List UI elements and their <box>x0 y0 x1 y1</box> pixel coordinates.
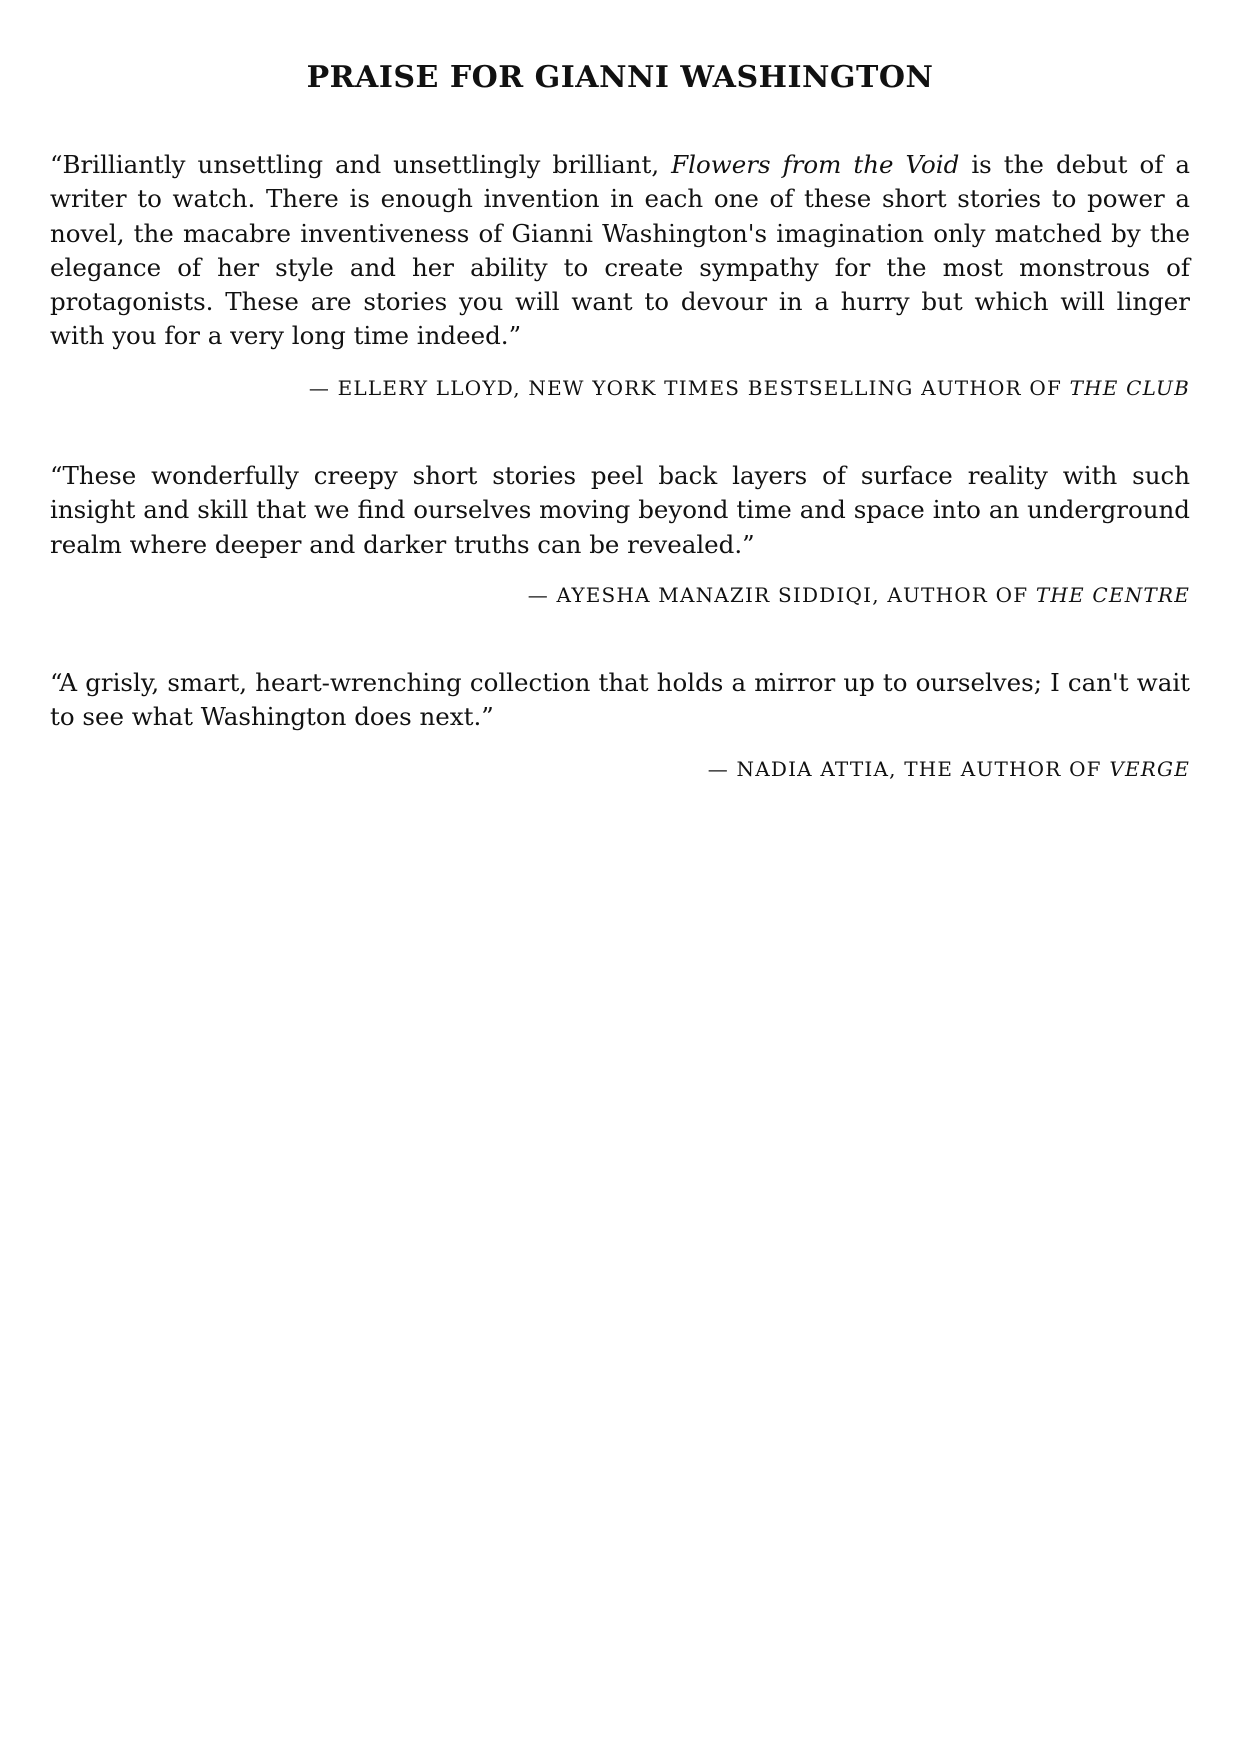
quote-text: “Brilliantly unsettling and unsettlingly brilliant, <box>50 150 672 179</box>
attribution-work: VERGE <box>1109 757 1190 781</box>
attribution-author: — AYESHA MANAZIR SIDDIQI, AUTHOR OF <box>527 583 1036 607</box>
book-title: Flowers from the Void <box>671 150 960 179</box>
testimonial-attribution-1 <box>50 374 1190 402</box>
testimonial-attribution-2 <box>50 581 1190 609</box>
attribution-work: THE CLUB <box>1069 376 1190 400</box>
testimonial-quote-2: “These wonderfully creepy short stories peel back layers of surface reality with such insight and skill that we find ourselves moving beyond time and space into an underground realm where deeper and darker truths can be revealed.” <box>50 461 1190 559</box>
page-title: PRAISE FOR GIANNI WASHINGTON <box>306 60 934 95</box>
testimonial-attribution-3 <box>50 755 1190 783</box>
praise-page <box>50 0 1190 1754</box>
testimonial-quote-1 <box>50 148 1190 354</box>
testimonial-quote-3: “A grisly, smart, heart-wrenching collection that holds a mirror up to ourselves; I can't wait to see what Washington does next.” <box>50 668 1190 732</box>
attribution-work: THE CENTRE <box>1035 583 1190 607</box>
quote-text: is the debut of a writer to watch. There is enough invention in each one of these short stories to power a novel, the macabre inventiveness of Gianni Washington's imagination only matched by the elegance of her style and her ability to create sympathy for the most monstrous of protagonists. These are stories you will want to devour in a hurry but which will linger with you for a very long time indeed.” <box>50 150 1190 351</box>
attribution-author: — ELLERY LLOYD, NEW YORK TIMES BESTSELLING AUTHOR OF <box>308 376 1070 400</box>
attribution-author: — NADIA ATTIA, THE AUTHOR OF <box>707 757 1110 781</box>
